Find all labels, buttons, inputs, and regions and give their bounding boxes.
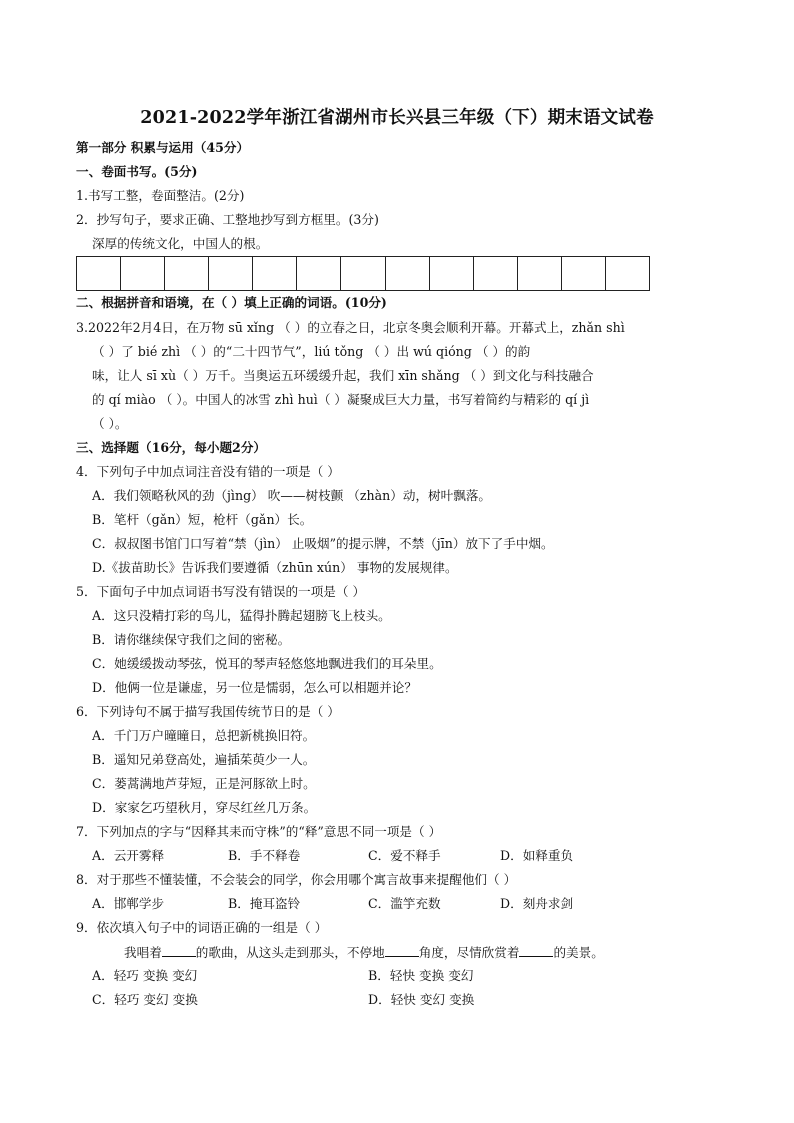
q5-option-c: C．她缓缓拨动琴弦，悦耳的琴声轻悠悠地飘进我们的耳朵里。 [92,656,442,671]
answer-blank[interactable] [519,943,553,957]
question-6-stem: 6．下列诗句不属于描写我国传统节日的是（ ） [76,704,340,719]
q8-option-c: C．滥竽充数 [368,896,441,911]
question-3-line-1: 3.2022年2月4日，在万物 sū xǐng （ ）的立春之日，北京冬奥会顺利开幕。开幕式上，zhǎn shì [76,320,625,335]
q9-sentence-part: 角度，尽情欣赏着 [418,945,520,960]
q4-option-b: B．笔杆（gǎn）短，枪杆（gǎn）长。 [92,512,313,527]
question-4-stem: 4．下列句子中加点词注音没有错的一项是（ ） [76,464,340,479]
q9-option-c: C．轻巧 变幻 变换 [92,992,198,1007]
grid-cell[interactable] [341,257,385,290]
question-7-stem: 7．下列加点的字与“因释其耒而守株”的“释”意思不同一项是（ ） [76,824,442,839]
q4-option-a: A．我们领略秋风的劲（jìng） 吹——树枝颤 （zhàn）动，树叶飘落。 [92,488,492,503]
q6-option-d: D．家家乞巧望秋月，穿尽红丝几万条。 [92,800,317,815]
q5-option-d: D．他俩一位是谦虚，另一位是懦弱，怎么可以相题并论？ [92,680,417,695]
grid-cell[interactable] [121,257,165,290]
question-8-stem: 8．对于那些不懂装懂，不会装会的同学，你会用哪个寓言故事来提醒他们（ ） [76,872,517,887]
q7-option-a: A．云开雾释 [92,848,165,863]
q9-sentence-part: 的美景。 [553,945,604,960]
q8-option-a: A．邯郸学步 [92,896,165,911]
question-2: 2．抄写句子，要求正确、工整地抄写到方框里。(3分) [76,212,379,227]
q6-option-c: C．蒌蒿满地芦芽短，正是河豚欲上时。 [92,776,316,791]
q7-option-d: D．如释重负 [500,848,574,863]
section1-heading: 一、卷面书写。(5分) [76,164,198,179]
page-title: 2021-2022学年浙江省湖州市长兴县三年级（下）期末语文试卷 [140,108,654,128]
question-3-line-2: （ ）了 bié zhì （ ）的“二十四节气”，liú tǒng （ ）出 wú qióng （ ）的韵 [92,344,531,359]
q5-option-a: A．这只没精打彩的鸟儿，猛得扑腾起翅膀飞上枝头。 [92,608,391,623]
copy-sentence: 深厚的传统文化，中国人的根。 [92,236,269,251]
question-3-line-4: 的 qí miào （ ）。中国人的冰雪 zhì huì（ ）凝聚成巨大力量，书写着简约与精彩的 qí jì [92,392,590,407]
q8-option-b: B．掩耳盗铃 [228,896,301,911]
grid-cell[interactable] [562,257,606,290]
grid-cell[interactable] [474,257,518,290]
q9-sentence-part: 我唱着 [124,945,162,960]
q9-option-b: B．轻快 变换 变幻 [368,968,474,983]
q9-sentence-part: 的歌曲，从这头走到那头，不停地 [195,945,385,960]
grid-cell[interactable] [518,257,562,290]
grid-cell[interactable] [209,257,253,290]
question-1: 1.书写工整，卷面整洁。(2分) [76,188,245,203]
q8-option-d: D．刻舟求剑 [500,896,574,911]
q7-option-c: C．爱不释手 [368,848,441,863]
q7-option-b: B．手不释卷 [228,848,301,863]
grid-cell[interactable] [297,257,341,290]
question-3-line-5: （ ）。 [92,416,128,431]
section2-heading: 二、根据拼音和语境，在（ ）填上正确的词语。(10分) [76,295,387,310]
grid-cell[interactable] [386,257,430,290]
grid-cell[interactable] [606,257,649,290]
answer-blank[interactable] [385,943,419,957]
q9-sentence [124,943,604,962]
question-3-line-3: 味，让人 sī xù（ ）万千。当奥运五环缓缓升起，我们 xīn shǎng （ ）到文化与科技融合 [92,368,594,383]
q6-option-b: B．遥知兄弟登高处，遍插茱萸少一人。 [92,752,316,767]
q5-option-b: B．请你继续保守我们之间的密秘。 [92,632,291,647]
grid-cell[interactable] [77,257,121,290]
q4-option-c: C．叔叔图书馆门口写着“禁（jìn） 止吸烟”的提示牌，不禁（jīn）放下了手中烟。 [92,536,554,551]
q9-option-d: D．轻快 变幻 变换 [368,992,475,1007]
section3-heading: 三、选择题（16分，每小题2分） [76,440,267,455]
q4-option-d: D.《拔苗助长》告诉我们要遵循（zhūn xún） 事物的发展规律。 [92,560,458,575]
grid-cell[interactable] [430,257,474,290]
q9-option-a: A．轻巧 变换 变幻 [92,968,198,983]
grid-cell[interactable] [165,257,209,290]
question-5-stem: 5．下面句子中加点词语书写没有错误的一项是（ ） [76,584,366,599]
q6-option-a: A．千门万户曈曈日，总把新桃换旧符。 [92,728,316,743]
question-9-stem: 9．依次填入句子中的词语正确的一组是（ ） [76,920,328,935]
part-heading: 第一部分 积累与运用（45分） [76,140,250,155]
writing-grid[interactable] [76,256,650,291]
grid-cell[interactable] [253,257,297,290]
answer-blank[interactable] [162,943,196,957]
